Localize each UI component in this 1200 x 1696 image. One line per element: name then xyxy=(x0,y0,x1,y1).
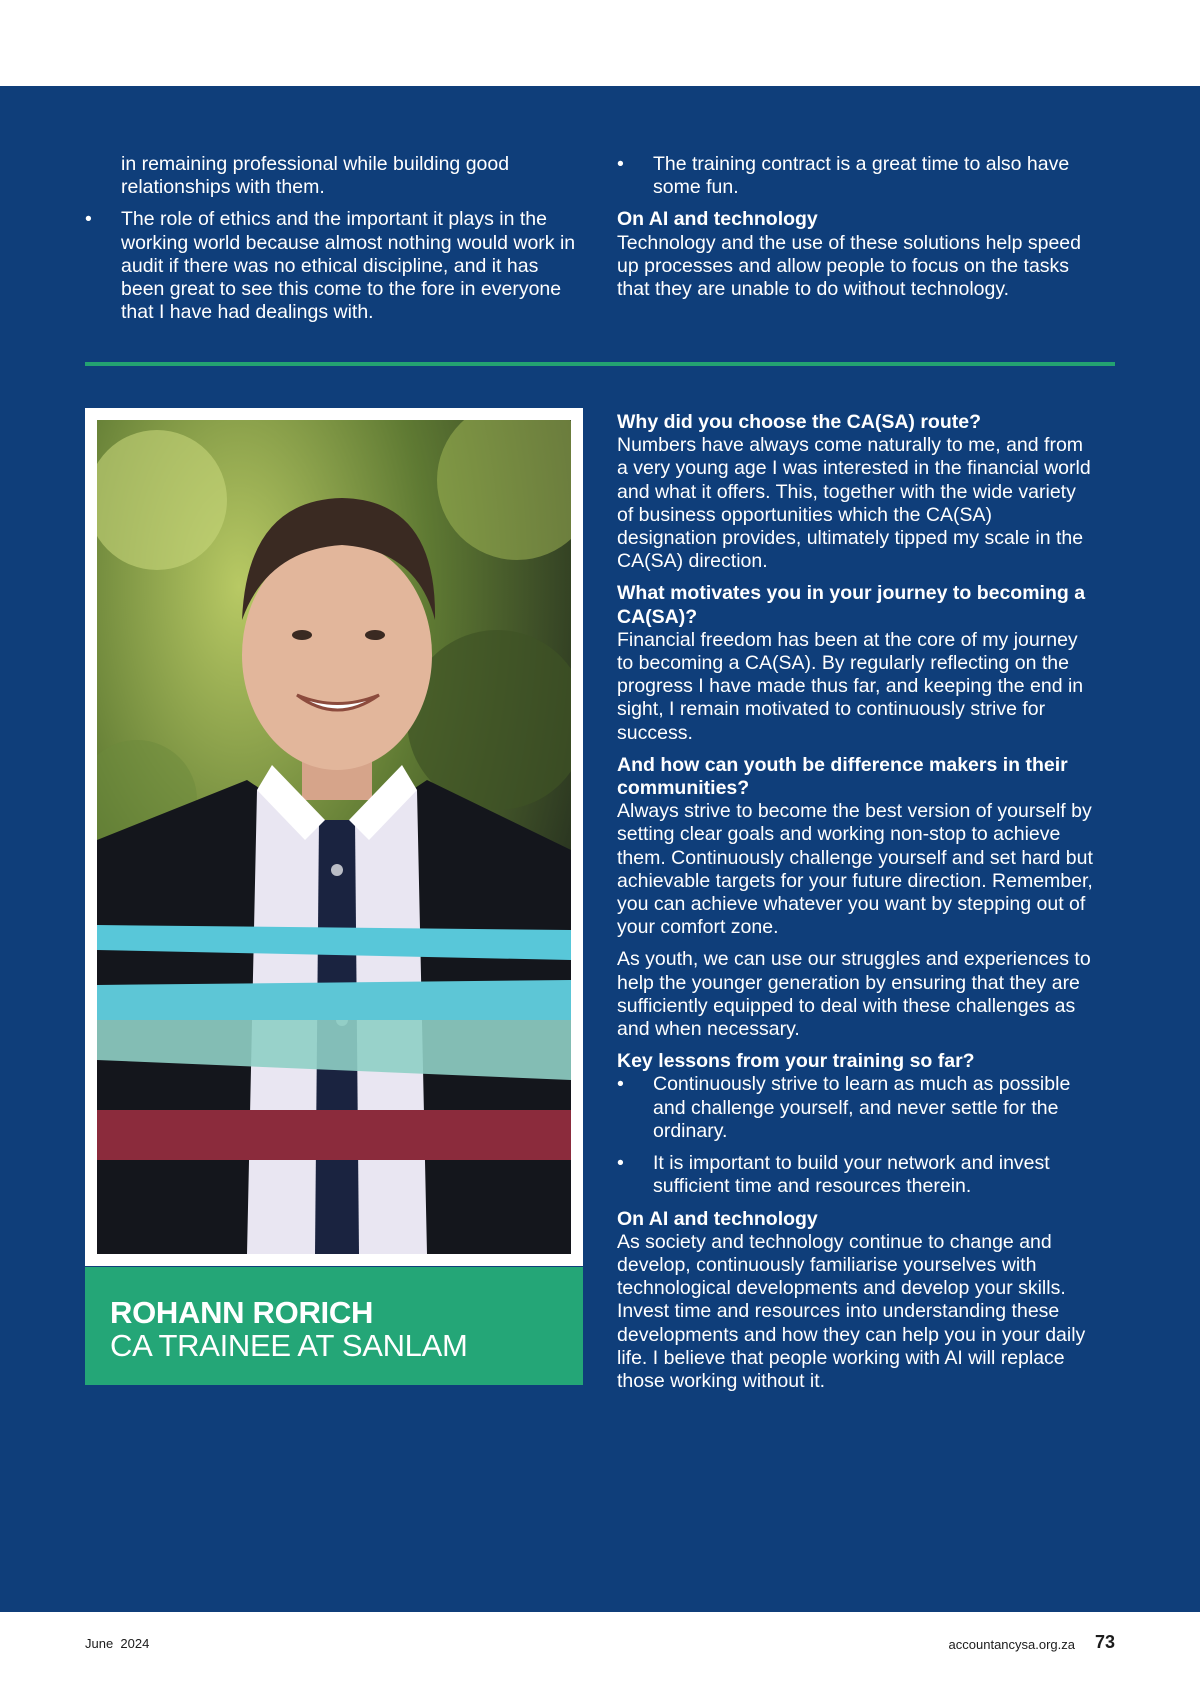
question-3: And how can youth be difference makers in their communities? xyxy=(617,753,1068,800)
ai-text-top: Technology and the use of these solutions help speed up processes and allow people to focus on the tasks that they are unable to do without technology. xyxy=(617,231,1082,301)
portrait-frame xyxy=(85,408,583,1266)
continued-bullet-text: in remaining professional while building good relationships with them. xyxy=(121,153,510,199)
answer-3b: As youth, we can use our struggles and experiences to help the younger generation by ensuring that they are sufficiently equipped to deal with these challenges as and when necessary. xyxy=(617,948,1091,1041)
portrait-illustration xyxy=(97,420,571,1254)
bullet-fun: • The training contract is a great time to also have some fun. xyxy=(617,153,1097,199)
page-number: 73 xyxy=(1094,1632,1115,1652)
answer-3: Always strive to become the best version of yourself by setting clear goals and working non-stop to achieve them. Continuously challenge yourself and set hard but achievable targets for your future direction. Remember, you can achieve whatever you want by stepping out of your comfort zone. xyxy=(617,800,1093,939)
profile-caption xyxy=(85,1267,583,1385)
footer-date: June 2024 xyxy=(85,1636,150,1651)
interview-column xyxy=(617,411,1097,1393)
question-5: On AI and technology xyxy=(617,1207,818,1230)
lesson-item: • Continuously strive to learn as much as possible and challenge yourself, and never settle for the ordinary. xyxy=(617,1073,1097,1143)
section-divider xyxy=(85,362,1115,366)
profile-name: ROHANN RORICH xyxy=(110,1295,374,1330)
top-right-column xyxy=(617,153,1097,301)
profile-role: CA TRAINEE AT SANLAM xyxy=(110,1328,468,1363)
answer-2: Financial freedom has been at the core of my journey to becoming a CA(SA). By regularly reflecting on the progress I have made thus far, and keeping the end in sight, I remain motivated to continuously strive for success. xyxy=(617,628,1084,744)
bullet-ethics: • The role of ethics and the important it plays in the working world because almost nothing would work in audit if there was no ethical discipline, and it has been great to see this come to the fore in everyone that I have had dealings with. xyxy=(85,208,580,324)
answer-1: Numbers have always come naturally to me, and from a very young age I was interested in the financial world and what it offers. This, together with the wide variety of business opportunities which the CA(SA) designation provides, ultimately tipped my scale in the CA(SA) direction. xyxy=(617,434,1091,573)
top-left-column xyxy=(85,153,580,324)
lesson-item: • It is important to build your network and invest sufficient time and resources therein. xyxy=(617,1152,1097,1198)
question-1: Why did you choose the CA(SA) route? xyxy=(617,411,981,433)
footer-website: accountancysa.org.za xyxy=(948,1637,1075,1652)
question-2: What motivates you in your journey to becoming a CA(SA)? xyxy=(617,582,1086,628)
question-4: Key lessons from your training so far? xyxy=(617,1050,975,1073)
portrait-photo xyxy=(97,420,571,1254)
answer-5: As society and technology continue to change and develop, continuously familiarise yourselves with technological developments and develop your skills. Invest time and resources into understanding these developments and how they can help you in your daily life. I believe that people working with AI will replace those working without it. xyxy=(617,1230,1086,1392)
ai-heading-top: On AI and technology xyxy=(617,208,818,231)
